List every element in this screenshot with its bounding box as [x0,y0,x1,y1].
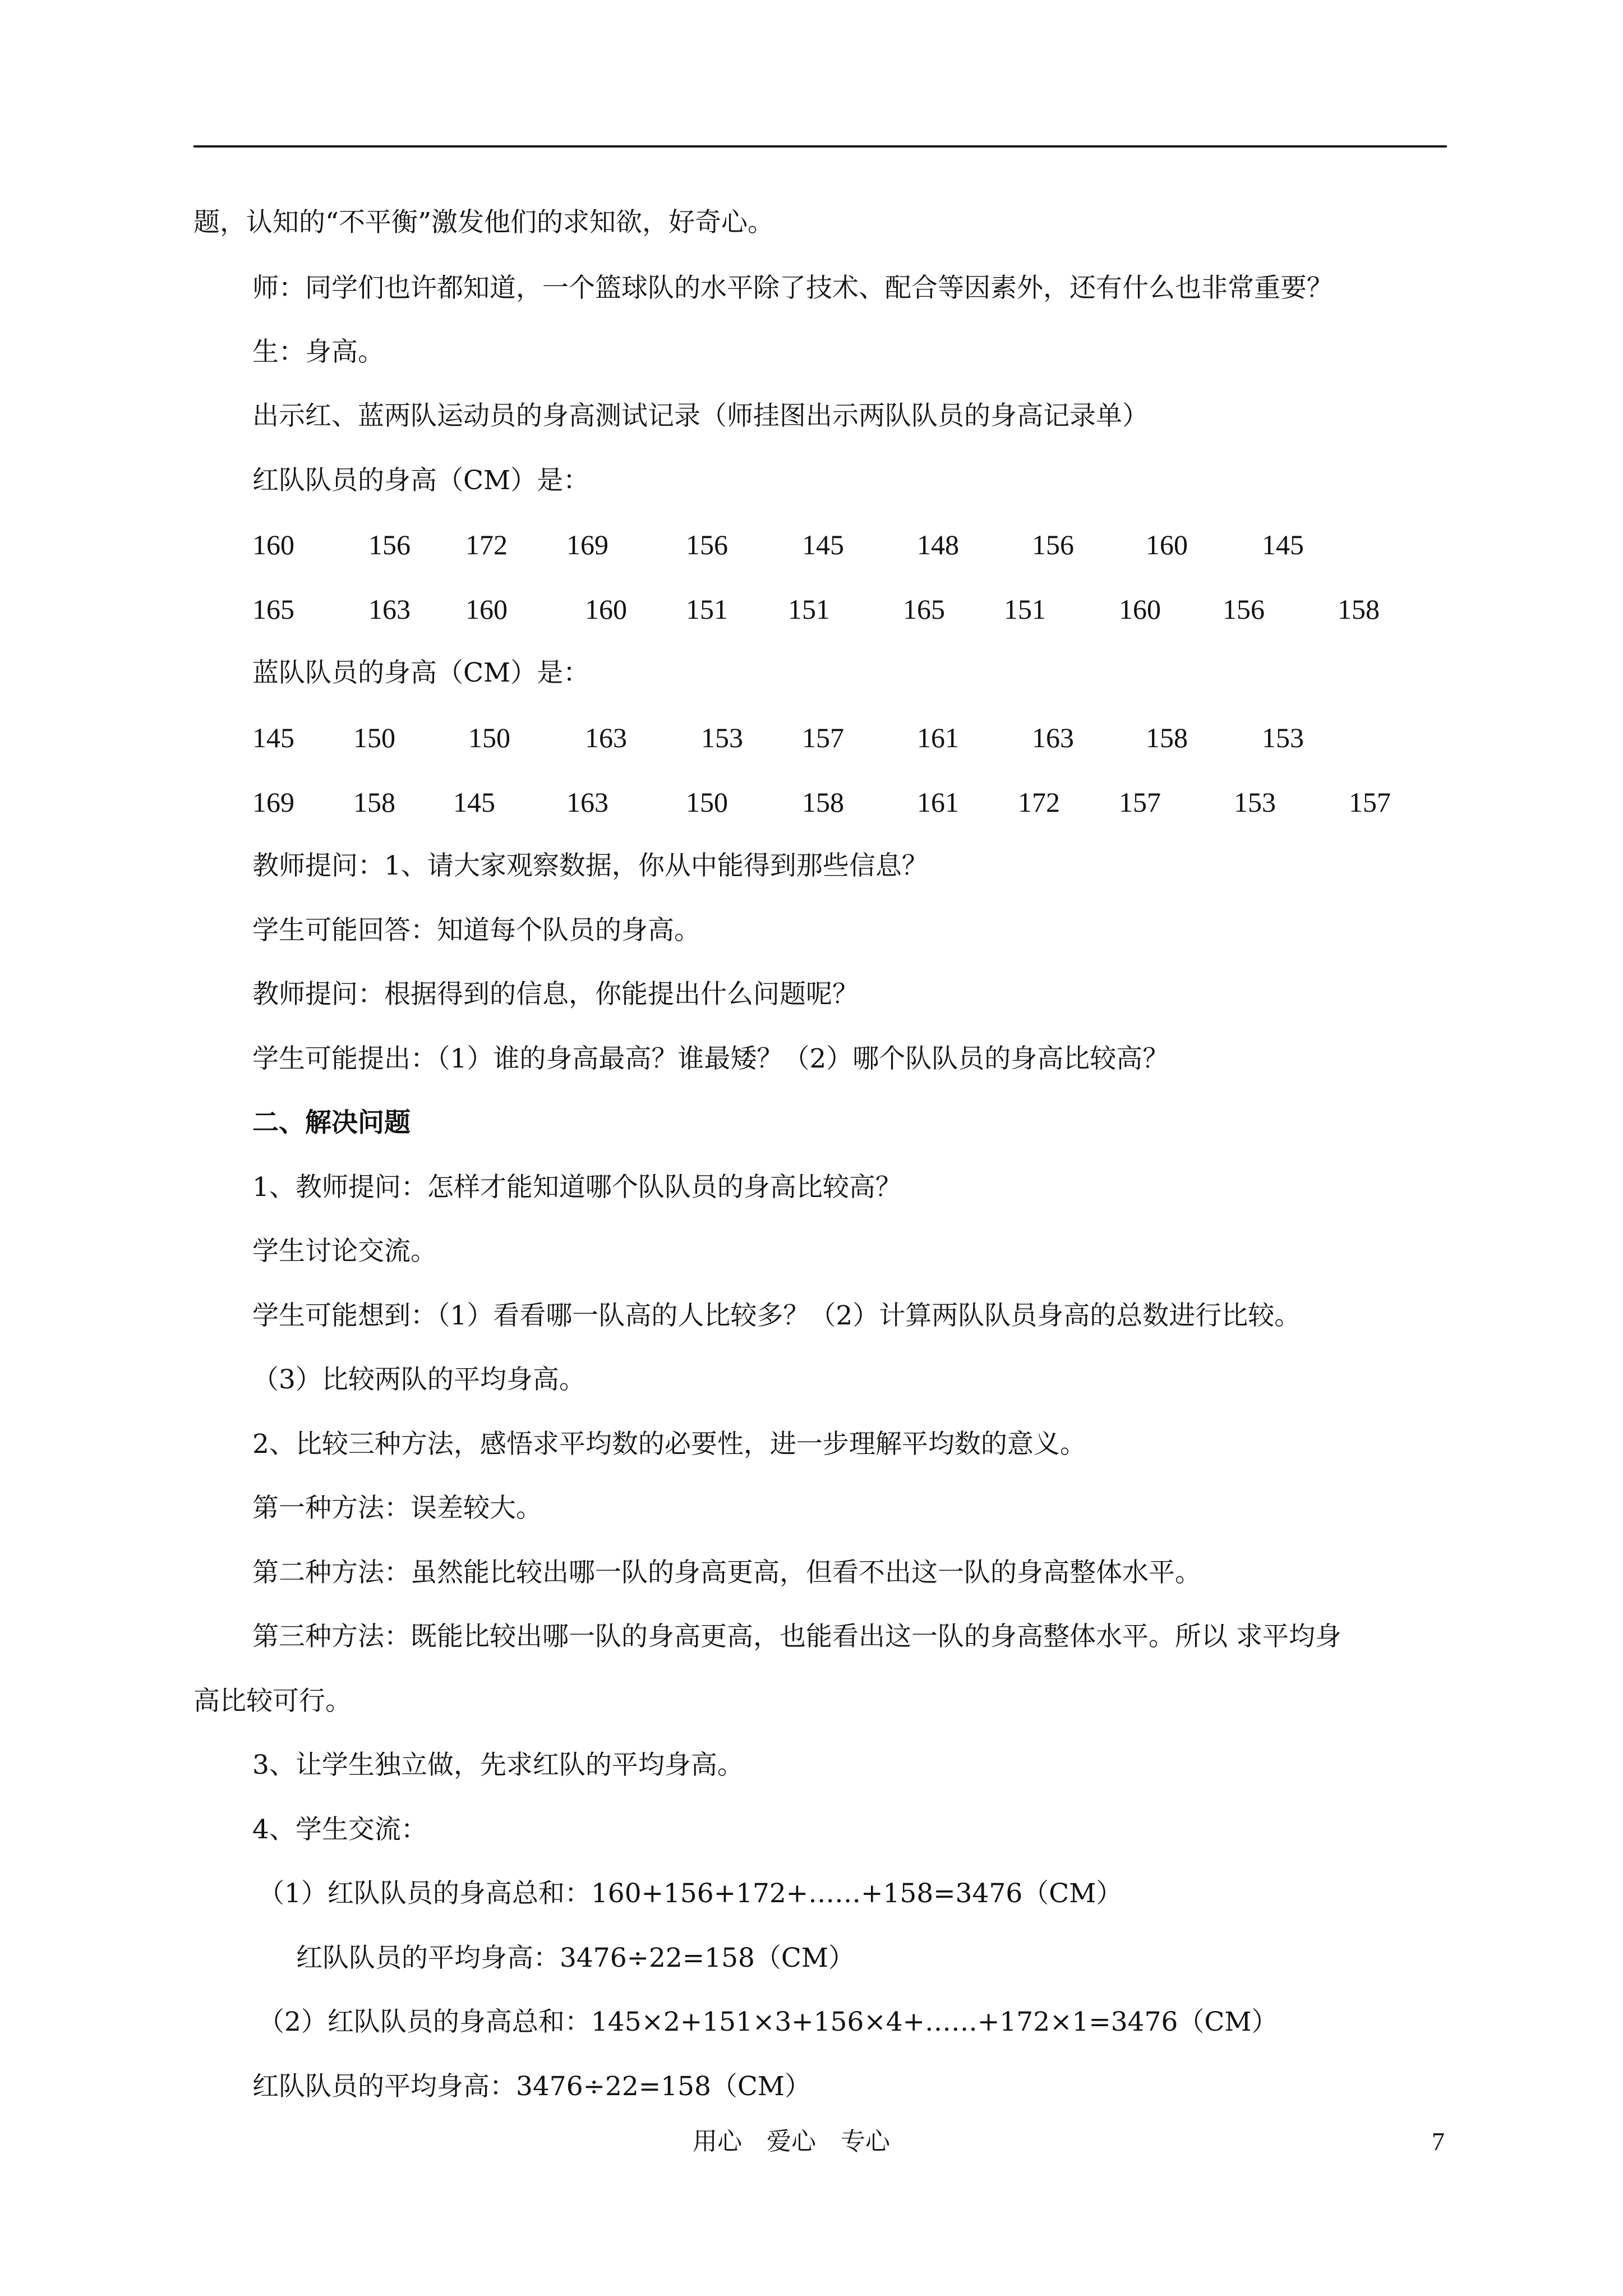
text-line-26: 红队队员的平均身高：3476÷22=158（CM） [252,2071,811,2102]
height-value: 157 [1119,786,1161,818]
height-value: 151 [686,593,728,625]
text-line-8: 学生可能回答：知道每个队员的身高。 [252,915,700,946]
text-line-1: 题，认知的“不平衡”激发他们的求知欲，好奇心。 [193,207,774,238]
text-line-9: 教师提问：根据得到的信息，你能提出什么问题呢？ [252,979,859,1010]
text-line-23: （1）红队队员的身高总和：160+156+172+……+158=3476（CM） [258,1878,1123,1909]
footer-text: 用心 爱心 专心 [693,2127,890,2156]
text-line-12: 1、教师提问：怎样才能知道哪个队队员的身高比较高？ [252,1172,902,1203]
blue-team-heading: 蓝队队员的身高（CM）是： [252,657,590,688]
text-line-16: 2、比较三种方法，感悟求平均数的必要性，进一步理解平均数的意义。 [252,1429,1086,1460]
height-value: 163 [585,722,627,753]
text-line-2: 师：同学们也许都知道，一个篮球队的水平除了技术、配合等因素外，还有什么也非常重要？ [252,273,1333,303]
height-value: 145 [453,786,495,818]
height-value: 165 [903,593,945,625]
height-value: 169 [566,529,608,560]
text-line-14: 学生可能想到：（1）看看哪一队高的人比较多？（2）计算两队队员身高的总数进行比较。 [252,1300,1301,1331]
text-line-21: 3、让学生独立做，先求红队的平均身高。 [252,1750,744,1780]
height-value: 145 [252,722,294,753]
blue-heights-row-1 [0,721,1623,754]
text-line-13: 学生讨论交流。 [252,1236,437,1267]
height-value: 153 [1262,722,1304,753]
text-line-18: 第二种方法：虽然能比较出哪一队的身高更高，但看不出这一队的身高整体水平。 [252,1557,1201,1588]
red-heights-row-1 [0,528,1623,562]
height-value: 148 [917,529,959,560]
height-value: 145 [1262,529,1304,560]
height-value: 165 [252,593,294,625]
height-value: 160 [1119,593,1161,625]
height-value: 157 [802,722,844,753]
height-value: 161 [917,786,959,818]
height-value: 169 [252,786,294,818]
text-line-25: （2）红队队员的身高总和：145×2+151×3+156×4+……+172×1=3476（CM） [258,2007,1278,2037]
text-line-7: 教师提问：1、请大家观察数据，你从中能得到那些信息？ [252,850,928,881]
height-value: 158 [802,786,844,818]
text-line-24: 红队队员的平均身高：3476÷22=158（CM） [296,1943,855,1973]
text-line-10: 学生可能提出：（1）谁的身高最高？谁最矮？（2）哪个队队员的身高比较高？ [252,1043,1169,1074]
text-line-17: 第一种方法：误差较大。 [252,1493,542,1524]
text-line-22: 4、学生交流： [252,1814,427,1845]
page-number: 7 [1432,2127,1445,2156]
height-value: 163 [566,786,608,818]
height-value: 160 [585,593,627,625]
section-heading: 二、解决问题 [252,1107,411,1138]
height-value: 150 [468,722,510,753]
height-value: 158 [1338,593,1380,625]
height-value: 156 [368,529,411,560]
height-value: 150 [686,786,728,818]
text-line-19: 第三种方法：既能比较出哪一队的身高更高，也能看出这一队的身高整体水平。所以 求平均身 [252,1621,1341,1652]
height-value: 151 [788,593,830,625]
height-value: 150 [353,722,395,753]
height-value: 160 [252,529,294,560]
height-value: 163 [368,593,411,625]
red-heights-row-2 [0,592,1623,626]
height-value: 160 [1146,529,1188,560]
height-value: 172 [465,529,508,560]
height-value: 151 [1004,593,1046,625]
blue-heights-row-2 [0,785,1623,819]
height-value: 158 [353,786,395,818]
height-value: 160 [465,593,508,625]
height-value: 156 [686,529,728,560]
height-value: 172 [1018,786,1060,818]
height-value: 153 [701,722,743,753]
height-value: 156 [1032,529,1074,560]
text-line-15: （3）比较两队的平均身高。 [252,1364,585,1395]
text-line-4: 出示红、蓝两队运动员的身高测试记录（师挂图出示两队队员的身高记录单） [252,401,1149,431]
height-value: 158 [1146,722,1188,753]
text-line-20: 高比较可行。 [193,1686,352,1717]
height-value: 163 [1032,722,1074,753]
text-line-3: 生：身高。 [252,337,384,367]
header-rule [193,145,1447,148]
height-value: 153 [1234,786,1276,818]
height-value: 161 [917,722,959,753]
height-value: 145 [802,529,844,560]
red-team-heading: 红队队员的身高（CM）是： [252,465,590,496]
height-value: 157 [1349,786,1391,818]
height-value: 156 [1223,593,1265,625]
